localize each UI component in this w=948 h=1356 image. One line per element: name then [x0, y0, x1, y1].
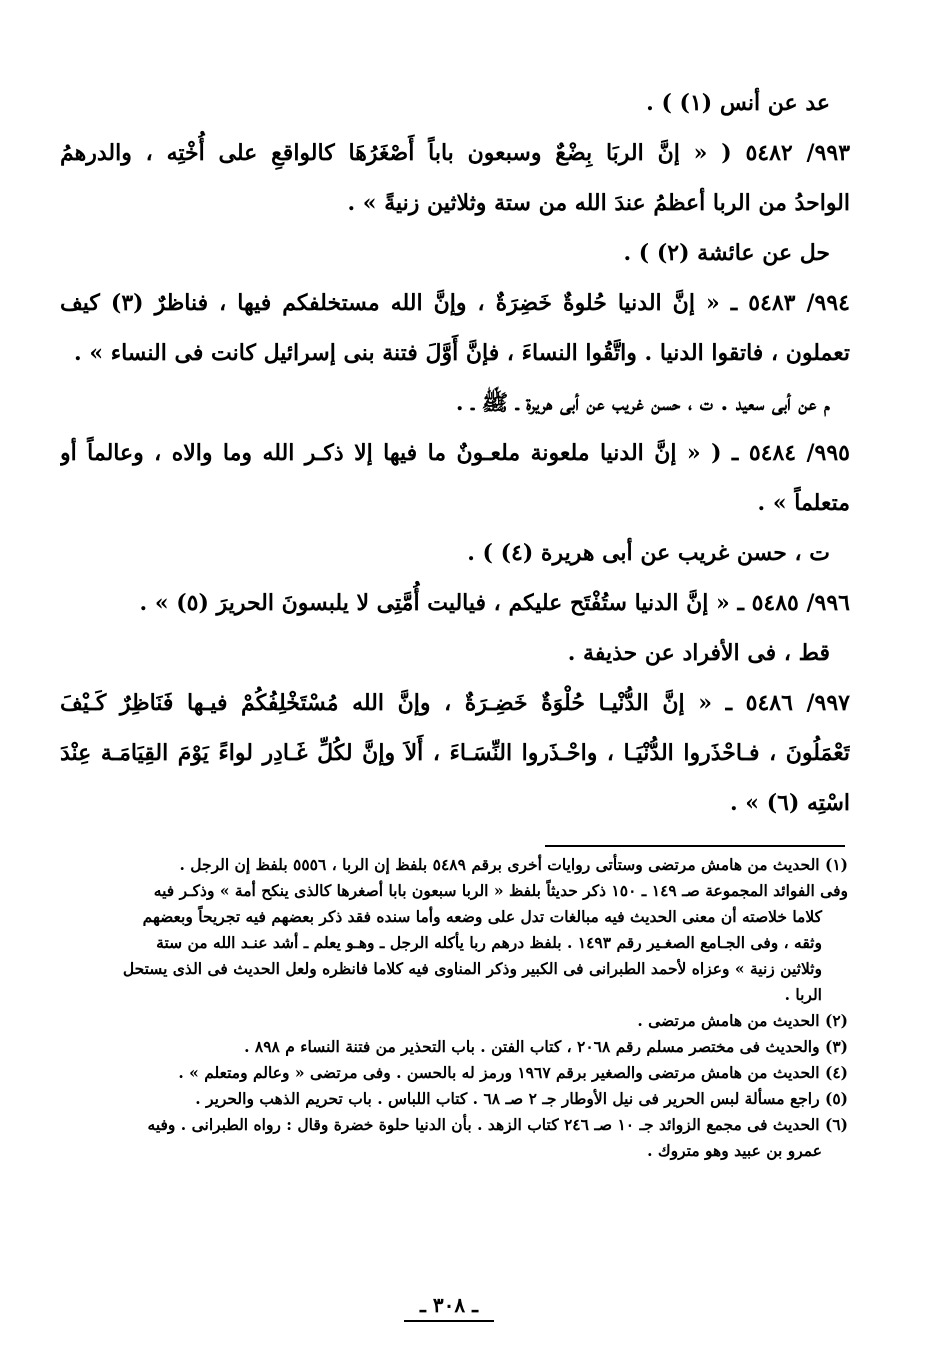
source-line: ت ، حسن غريب عن أبى هريرة (٤) ) .: [467, 540, 830, 566]
footnote-line: وثلاثين زنية » وعزاه لأحمد الطبرانى فى الكبير وذكر المناوى فيه كلاما فانظره ولعل الحديث فى الذى يستحل: [122, 959, 822, 978]
footnote-2: (٢) الحديث من هامش مرتضى .: [637, 1011, 848, 1030]
footnote-separator: [545, 845, 845, 847]
text-line: اسْتِه (٦) » .: [729, 790, 850, 816]
footnote-4: (٤) الحديث من هامش مرتضى والصغير برقم ١٩٦٧ ورمز له بالحسن . وفى مرتضى « وعالم ومتعلم » .: [178, 1063, 848, 1082]
text-line: الواحدُ من الربا أعظمُ عندَ الله من ستة وثلاثين زنيةً » .: [347, 190, 850, 216]
hadith-997-line: ٩٩٧/ ٥٤٨٦ ـ « إنَّ الدُّنْيـا حُلْوَةٌ خَضِـرَةٌ ، وإنَّ الله مُسْتَخْلِفُكُمْ فيـها فَنَاظِرٌ كَـيْفَ: [60, 690, 850, 716]
hadith-993-line: ٩٩٣/ ٥٤٨٢ ( « إنَّ الربَا بِضْعٌ وسبعون باباً أَصْغَرُهَا كالواقعِ على أُخْتِه ، والدرهمُ: [60, 140, 850, 166]
text-line: متعلماً » .: [757, 490, 850, 516]
footnote-1: (١) الحديث من هامش مرتضى وستأتى روايات أخرى برقم ٥٤٨٩ بلفظ إن الربا ، ٥٥٥٦ بلفظ إن الرجل .: [179, 855, 848, 874]
footnote-line: الربا .: [784, 985, 822, 1004]
footnote-line: وثقه ، وفى الجـامع الصغـير رقم ١٤٩٣ . بلفظ درهم ربا يأكله الرجل ـ وهـو يعلم ـ أشد عنـد الله من ستة: [156, 933, 822, 952]
hadith-996-line: ٩٩٦/ ٥٤٨٥ ـ « إنَّ الدنيا ستُفْتَح عليكم ، فياليت أُمَّتِى لا يلبسونَ الحريرَ (٥) » .: [139, 590, 850, 616]
main-text: [60, 78, 850, 828]
footnote-line: كلاما خلاصته أن معنى الحديث فيه مبالغات تدل على وضعه وأما سنده فقد ذكر بعضهم فيه تجريحاً وبعضهم: [142, 907, 822, 926]
text-line: عد عن أنس (١) ) .: [646, 90, 830, 116]
footnote-5: (٥) راجع مسألة لبس الحرير فى نيل الأوطار جـ ٢ صـ ٦٨ . كتاب اللباس . باب تحريم الذهب والحرير .: [195, 1089, 848, 1108]
hadith-994-line: ٩٩٤/ ٥٤٨٣ ـ « إنَّ الدنيا حُلوةٌ خَضِرَةٌ ، وإنَّ الله مستخلفكم فيها ، فناظرٌ (٣) كيف: [60, 290, 850, 316]
source-line: حل عن عائشة (٢) ) .: [623, 240, 830, 266]
footnote-6: (٦) الحديث فى مجمع الزوائد جـ ١٠ صـ ٢٤٦ كتاب الزهد . بأن الدنيا حلوة خضرة وقال : رواه الطبرانى . وفيه: [147, 1115, 848, 1134]
footnotes: [78, 852, 848, 1164]
footnote-3: (٣) والحديث فى مختصر مسلم رقم ٢٠٦٨ ، كتاب الفتن . باب التحذير من فتنة النساء م ٨٩٨ .: [244, 1037, 848, 1056]
source-line: م عن أبى سعيد . ت ، حسن غريب عن أبى هريرة ـ ﷺ ـ .: [455, 390, 830, 416]
text-line: تَعْمَلُونَ ، فـاحْذَروا الدُّنْيَـا ، واحْـذَروا النِّسَـاءَ ، أَلاَ وإنَّ لكُلِّ غَـادِر لواءً يَوْمَ القِيَامَـة عِنْدَ: [60, 740, 850, 766]
source-line: قط ، فى الأفراد عن حذيفة .: [567, 640, 830, 666]
page-number: ـ ٣٠٨ ـ: [404, 1292, 494, 1322]
footnote-line: وفى الفوائد المجموعة صـ ١٤٩ ـ ١٥٠ ذكر حديثاً بلفظ « الربا سبعون بابا أصغرها كالذى ينكح أمة » وذكـر فيه: [153, 881, 848, 900]
footnote-line: عمرو بن عبيد وهو متروك .: [647, 1141, 822, 1160]
text-line: تعملون ، فاتقوا الدنيا . واتَّقُوا النساءَ ، فإنَّ أَوَّلَ فتنة بنى إسرائيل كانت فى النساء » .: [74, 340, 850, 366]
hadith-995-line: ٩٩٥/ ٥٤٨٤ ـ ( « إنَّ الدنيا ملعونة ملعـونٌ ما فيها إلا ذكـر الله وما والاه ، وعالماً أو: [60, 440, 850, 466]
